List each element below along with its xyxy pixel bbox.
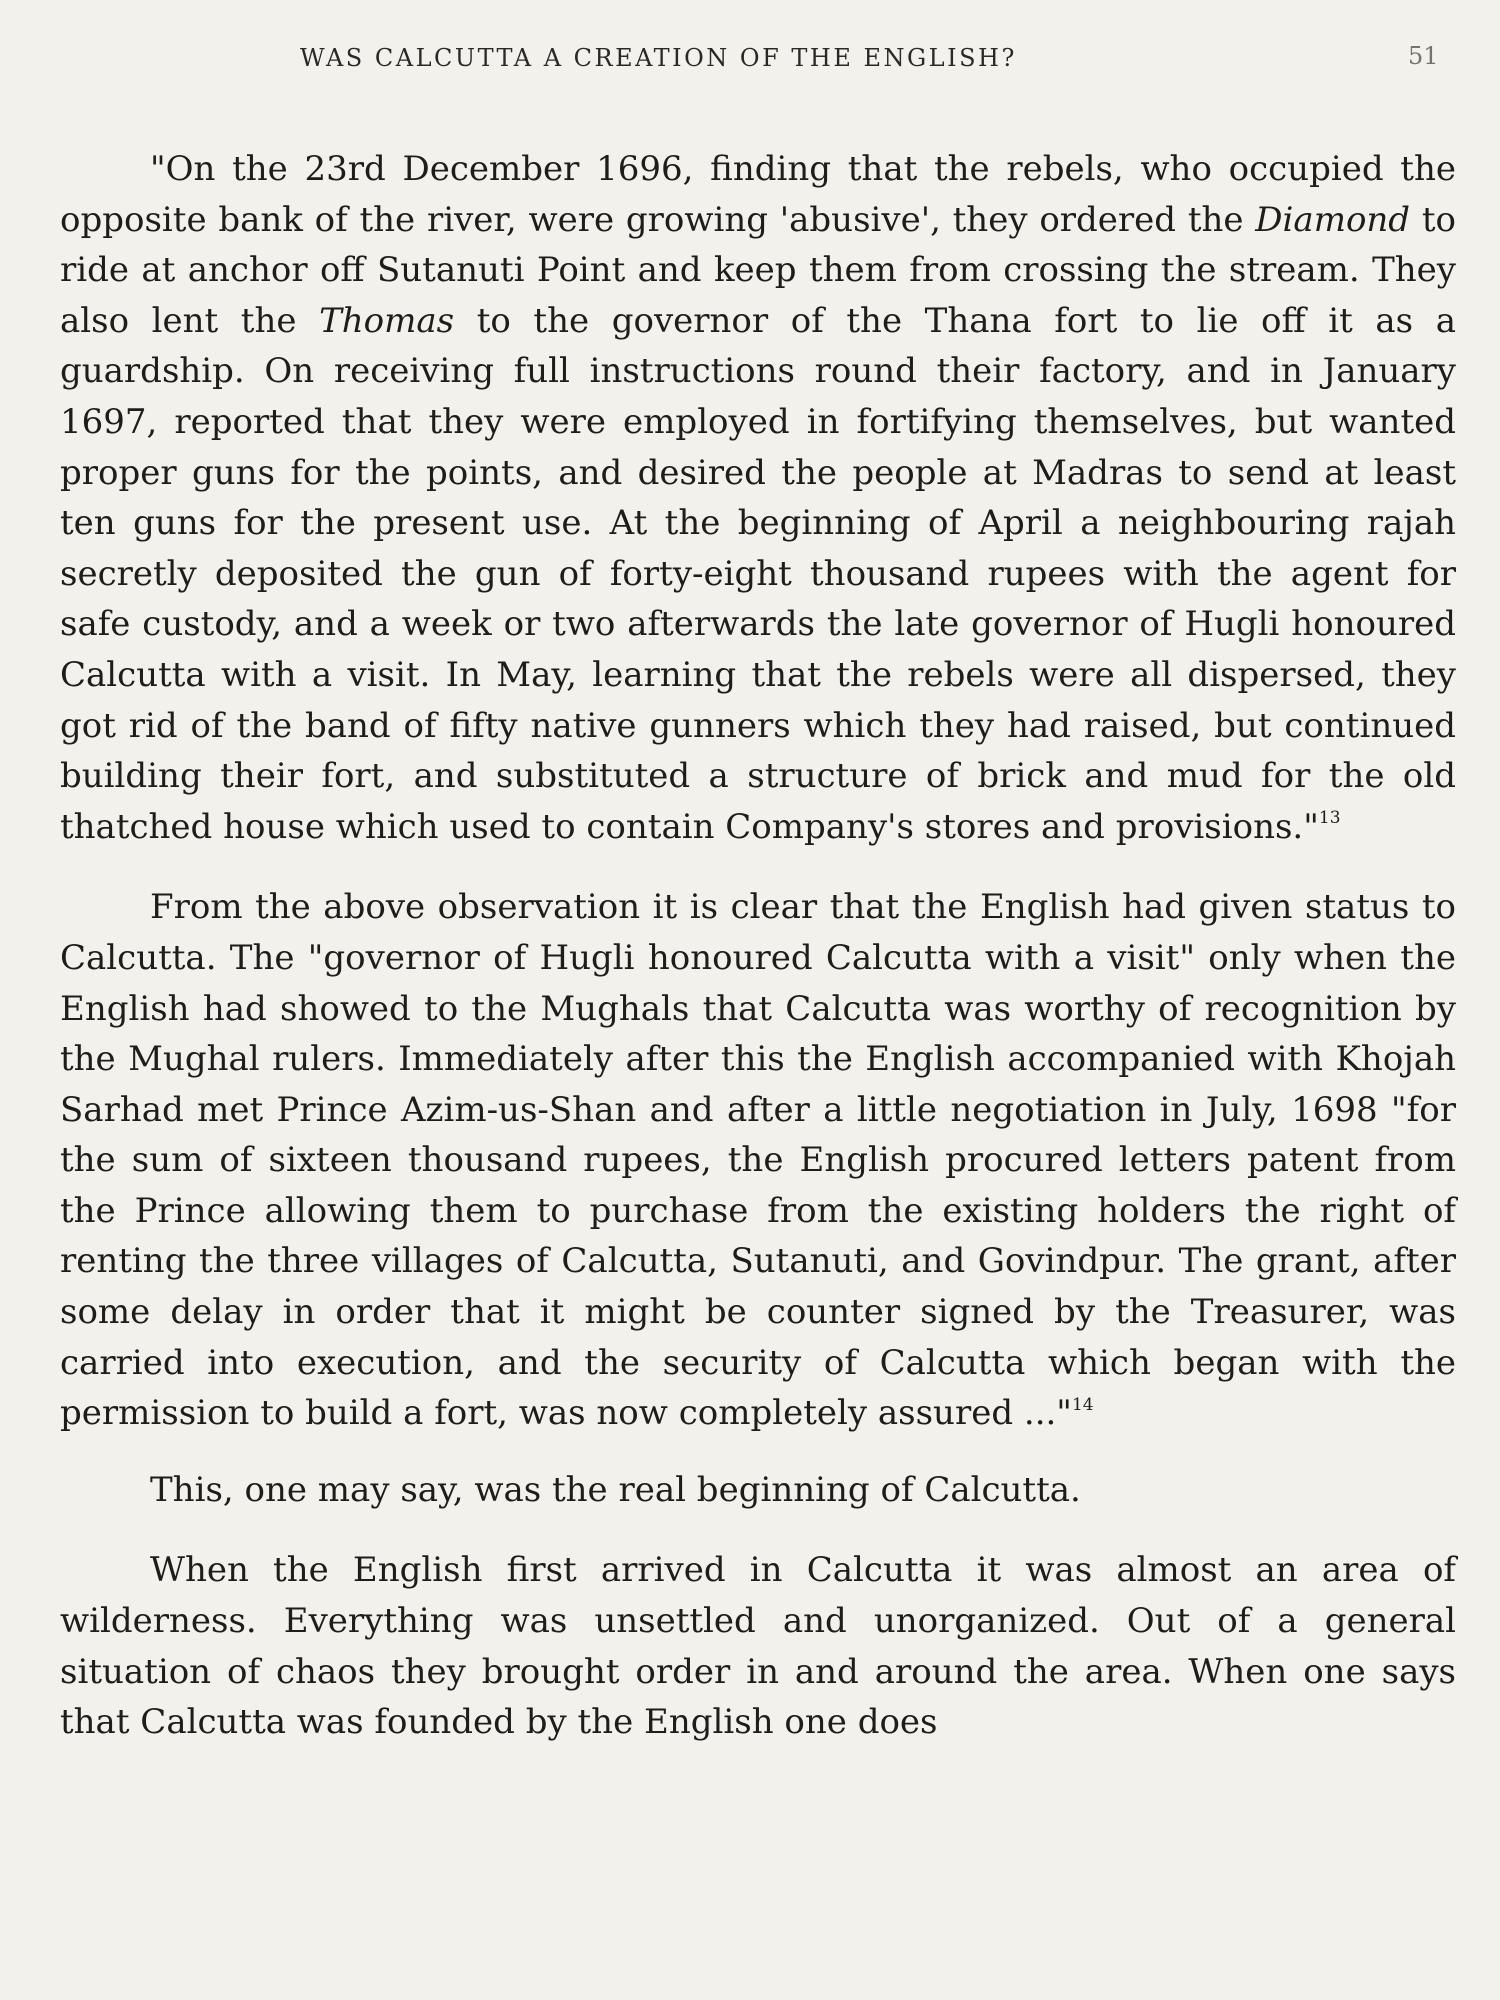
paragraph-1-text-b: to ride at anchor off Sutanuti Point and keep them from crossing the stream. They also lent the <box>60 199 1456 341</box>
body-text <box>60 144 1456 1748</box>
paragraph-4-text: When the English first arrived in Calcutta it was almost an area of wilderness. Everything was unsettled and unorganized. Out of a general situation of chaos they brought order in and around the area. When one says that Calcutta was founded by the English one does <box>60 1550 1456 1743</box>
paragraph-1-text-c: to the governor of the Thana fort to lie off it as a guardship. On receiving full instructions round their factory, and in January 1697, reported that they were employed in fortifying themselves, but wanted proper guns for the points, and desired the people at Madras to send at least ten guns for the present use. At the beginning of April a neighbouring rajah secretly deposited the gun of forty-eight thousand rupees with the agent for safe custody, and a week or two afterwards the late governor of Hugli honoured Calcutta with a visit. In May, learning that the rebels were all dispersed, they got rid of the band of fifty native gunners which they had raised, but continued building their fort, and substituted a structure of brick and mud for the old thatched house which used to contain Company's stores and provisions." <box>60 300 1456 847</box>
footnote-ref-14: 14 <box>1071 1394 1094 1415</box>
paragraph-quotation <box>60 144 1456 852</box>
paragraph-observation <box>60 882 1456 1439</box>
ship-name-diamond: Diamond <box>1255 199 1411 240</box>
paragraph-2-text: From the above observation it is clear that the English had given status to Calcutta. The "governor of Hugli honoured Calcutta with a visit" only when the English had showed to the Mughals that Calcutta was worthy of recognition by the Mughal rulers. Immediately after this the English accompanied with Khojah Sarhad met Prince Azim-us-Shan and after a little negotiation in July, 1698 "for the sum of sixteen thousand rupees, the English procured letters patent from the Prince allowing them to purchase from the existing holders the right of renting the three villages of Calcutta, Sutanuti, and Govindpur. The grant, after some delay in order that it might be counter signed by the Treasurer, was carried into execution, and the security of Calcutta which began with the permission to build a fort, was now completely assured ..." <box>60 887 1456 1434</box>
paragraph-real-beginning <box>60 1465 1456 1516</box>
paragraph-3-text: This, one may say, was the real beginning of Calcutta. <box>150 1469 1081 1510</box>
ship-name-thomas: Thomas <box>319 300 455 341</box>
paragraph-wilderness <box>60 1545 1456 1747</box>
paragraph-1-text-a: "On the 23rd December 1696, finding that the rebels, who occupied the opposite bank of the river, were growing 'abusive', they ordered the <box>60 149 1456 240</box>
running-title: WAS CALCUTTA A CREATION OF THE ENGLISH? <box>300 44 1017 72</box>
footnote-ref-13: 13 <box>1318 808 1341 829</box>
page-number: 51 <box>1408 42 1439 70</box>
